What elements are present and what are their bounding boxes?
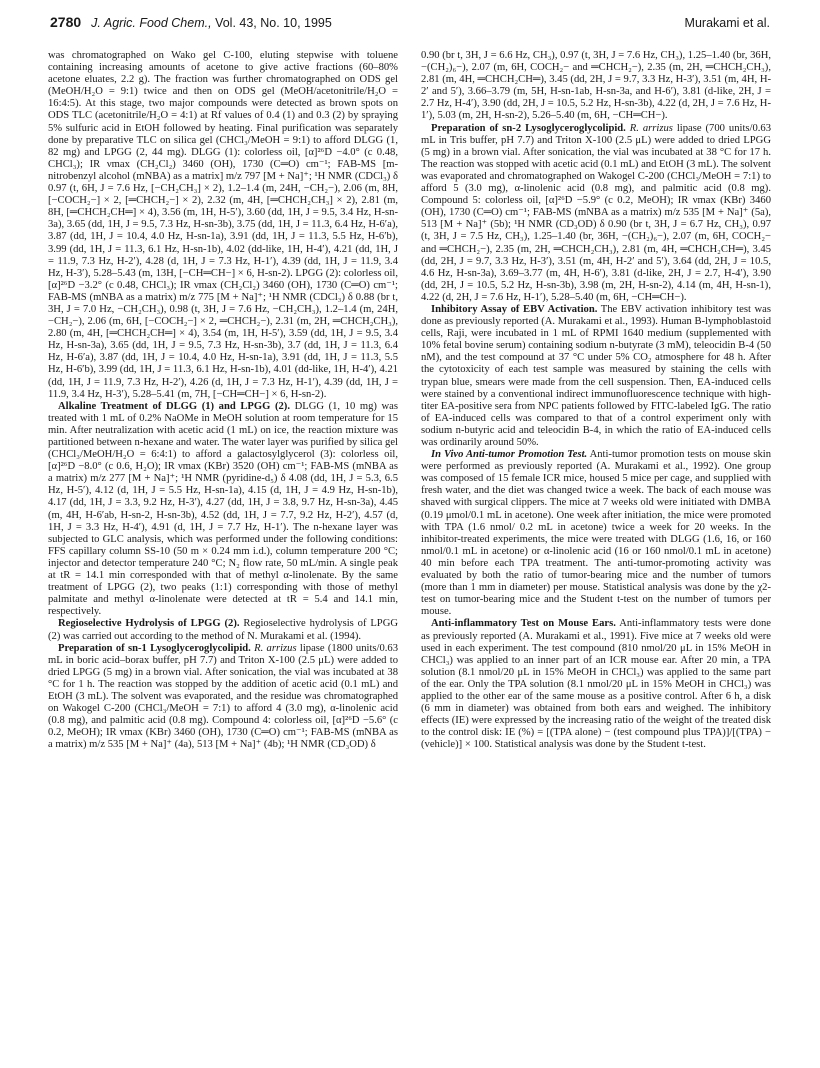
paragraph-alkaline-treatment (48, 401, 398, 619)
section-heading: Anti-inflammatory Test on Mouse Ears. (431, 618, 616, 630)
volume-info: Vol. 43, No. 10, 1995 (215, 16, 332, 30)
paragraph-text: Regioselective hydrolysis of LPGG (2) was carried out according to the method of N. Murakami et al. (1994). (48, 618, 399, 642)
section-heading: Alkaline Treatment of DLGG (1) and LPGG (2). (58, 400, 290, 412)
paragraph-text: lipase (1800 units/0.63 mL in boric acid–borax buffer, pH 7.7) and Triton X-100 (2.5 μL) were added to dried LPGG (5 mg) in a brown vial. After sonication, the vial was incubated at 38 °C for 1 h. The reaction was stopped by the addition of acetic acid (0.1 mL) and EtOH (3 mL). The solvent was evaporated, and the residue was chromatographed on Wakogel C-200 (CHCl₃/MeOH = 7:1) to afford 4 (3.0 mg), α-linolenic acid (0.8 mg), and palmitic acid (0.8 mg). Compound 4: colorless oil, [α]²⁶D −5.6° (c 0.2, MeOH); IR νmax (KBr) 3460 (OH), 1730 (C═O) cm⁻¹; FAB-MS (mNBA as a matrix) m/z 535 [M + Na]⁺ (4a), 513 [M + Na]⁺ (4b); ¹H NMR (CD₃OD) δ (48, 642, 398, 751)
paragraph-sn1-preparation (48, 643, 398, 752)
journal-citation (91, 16, 332, 30)
paragraph-text: The EBV activation inhibitory test was done as previously reported (A. Murakami et al., 1993). Human B-lymphoblastoid cells, Raji, were incubated in 1 mL of RPMI 1640 medium (supplemented with 10% fetal bovine serum) containing sodium n-butyrate (3 mM), teleocidin B-4 (50 nM), and the test compound at 37 °C under 5% CO₂ atmosphere for 48 h. After the cytotoxicity of each test sample was measured by staining the cells with trypan blue, smears were made from the cell suspension. Then, EA-induced cells were stained by a conventional indirect immunofluorescence technique with high-titer EA-positive sera from NPC patients followed by FITC-labeled IgG. The ratio of EA-induced cells was compared to that of a control experiment only with sodium n-butyric acid and teleocidin B-4, in which the ratio of EA-induced cells was ordinarily around 50%. (421, 303, 771, 448)
paragraph-sn2-preparation (421, 123, 771, 304)
header-author: Murakami et al. (684, 16, 770, 30)
paragraph-isolation: was chromatographed on Wako gel C-100, eluting stepwise with toluene containing increasing amounts of acetone to give active fractions (60–80% acetone eluates, 2.2 g). The fraction was further chromatographed on ODS gel (MeOH/H₂O = 9:1) twice and then on ODS gel (MeOH/acetonitrile/H₂O = 16:4:5). At this stage, two major compounds were detected as brown spots on ODS TLC (acetonitrile/H₂O = 4:1) at Rf values of 0.4 (1) and 0.3 (2) by spraying 5% sulfuric acid in EtOH followed by heating. Final purification was separately done by preparative TLC on silica gel (CHCl₃/MeOH = 9:1) to afford DLGG (1, 82 mg) and LPGG (2, 44 mg). DLGG (1): colorless oil, [α]²⁶D −4.0° (c 0.48, CHCl₃); IR νmax (CH₂Cl₂) 3460 (OH), 1730 (C═O) cm⁻¹; FAB-MS [m-nitrobenzyl alcohol (mNBA) as a matrix] m/z 797 [M + Na]⁺; ¹H NMR (CDCl₃) δ 0.97 (t, 6H, J = 7.6 Hz, [−CH₂CH₃] × 2), 1.2–1.4 (m, 24H, −CH₂−), 2.06 (m, 8H, [−COCH₂−] × 2, [═CHCH₂−] × 2), 2.32 (m, 4H, [═CHCH₂CH₃] × 2), 2.81 (m, 8H, [═CHCH₂CH═] × 4), 3.56 (m, 1H, H-5′), 3.60 (dd, 1H, J = 9.5, 3.4 Hz, H-sn-3a), 3.65 (dd, 1H, J = 9.5, 7.3 Hz, H-sn-3b), 3.75 (dd, 1H, J = 11.3, 6.4 Hz, H-6′a), 3.87 (dd, 1H, J = 10.4, 4.0 Hz, H-sn-1a), 3.91 (dd, 1H, J = 11.3, 5.5 Hz, H-6′b), 3.99 (dd, 1H, J = 11.3, 6.1 Hz, H-sn-1b), 4.02 (dd-like, 1H, H-4′), 4.21 (dd, 1H, J = 11.9, 7.3 Hz, H-2′), 4.28 (d, 1H, J = 7.3 Hz, H-1′), 4.39 (dd, 1H, J = 11.9, 3.4 Hz, H-3′), 5.28–5.43 (m, 13H, [−CH═CH−] × 6, H-sn-2). LPGG (2): colorless oil, [α]²⁶D −3.2° (c 0.48, CHCl₃); IR νmax (CH₂Cl₂) 3460 (OH), 1730 (C═O) cm⁻¹; FAB-MS (mNBA as a matrix) m/z 775 [M + Na]⁺; ¹H NMR (CDCl₃) δ 0.88 (br t, 3H, J = 7.0 Hz, −CH₂CH₃), 0.98 (t, 3H, J = 7.6 Hz, −CH₂CH₃), 1.2–1.4 (m, 24H, −CH₂−), 2.06 (m, 6H, [−COCH₂−] × 2, ═CHCH₂−), 2.31 (m, 2H, ═CHCH₂CH₃), 2.80 (m, 4H, [═CHCH₂CH═] × 4), 3.54 (m, 1H, H-5′), 3.59 (dd, 1H, J = 9.5, 3.4 Hz, H-sn-3a), 3.65 (dd, 1H, J = 9.5, 7.3 Hz, H-sn-3b), 3.7 (dd, 1H, J = 11.3, 6.4 Hz, H-6′a), 3.87 (dd, 1H, J = 10.4, 4.0 Hz, H-sn-1a), 3.91 (dd, 1H, J = 11.3, 5.5 Hz, H-6′b), 3.99 (dd, 1H, J = 11.3, 6.1 Hz, H-sn-1b), 4.01 (dd-like, 1H, H-4′), 4.21 (dd, 1H, J = 11.9, 7.3 Hz, H-2′), 4.26 (d, 1H, J = 7.3 Hz, H-1′), 4.39 (dd, 1H, J = 11.9, 3.4 Hz, H-3′), 5.28–5.41 (m, 7H, [−CH═CH−] × 6, H-sn-2). (48, 50, 398, 400)
paragraph-text: Anti-tumor promotion tests on mouse skin were performed as previously reported (A. Murakami et al., 1992). One group was composed of 15 female ICR mice, housed 5 mice per cage, and supplied with fresh water, and the diet was changed twice a week. The back of each mouse was shaved with surgical clippers. The mice at 7 weeks old were initiated with DMBA (0.19 μmol/0.1 mL in acetone). One week after initiation, the mice were promoted with TPA (1.6 nmol/ 0.2 mL in acetone) twice a week for 20 weeks. In the inhibitor-treated experiments, the mice were treated with DLGG (1.6, 16, or 160 nmol/0.1 mL in acetone) or α-linolenic acid (16 or 160 nmol/0.1 mL in acetone) 40 min before each TPA treatment. The anti-tumor-promoting activity was evaluated by both the ratio of tumor-bearing mice and the number of tumors (more than 1 mm in diameter) per mouse. Statistical analysis was done by the χ2-test on tumor-bearing mice and the Student t-test on the number of tumors per mouse. (421, 449, 771, 618)
page-number: 2780 (50, 14, 82, 30)
section-heading: Inhibitory Assay of EBV Activation. (431, 303, 598, 315)
right-column (421, 50, 771, 751)
paragraph-ebv-assay (421, 304, 771, 449)
paragraph-nmr-continued: 0.90 (br t, 3H, J = 6.6 Hz, CH₃), 0.97 (t, 3H, J = 7.6 Hz, CH₃), 1.25–1.40 (br, 36H, −(CH₂)₆−), 2.07 (m, 6H, COCH₂− and ═CHCH₂−), 2.35 (m, 2H, ═CHCH₂CH₃), 2.81 (m, 4H, ═CHCH₂CH═), 3.45 (dd, 2H, J = 9.7, 3.3 Hz, H-3′), 3.51 (m, 4H, H-2′ and 5′), 3.66–3.79 (m, 5H, H-sn-1ab, H-sn-3a, and H-6′), 3.81 (d-like, 2H, J = 2.7 Hz, H-4′), 3.90 (dd, 2H, J = 10.5, 5.2 Hz, H-sn-3b), 4.22 (d, 2H, J = 7.6 Hz, H-1′), 5.03 (m, 2H, H-sn-2), 5.26–5.40 (m, 6H, −CH═CH−). (421, 50, 771, 122)
section-heading: Regioselective Hydrolysis of LPGG (2). (58, 618, 240, 630)
header-left (50, 14, 332, 30)
paragraph-antitumor-test (421, 449, 771, 618)
organism-name: R. arrizus (625, 122, 673, 134)
left-column (48, 50, 398, 751)
section-heading: In Vivo Anti-tumor Promotion Test. (431, 449, 588, 461)
journal-name: J. Agric. Food Chem., (91, 16, 212, 30)
section-heading: Preparation of sn-2 Lysoglyceroglycolipid. (431, 122, 626, 134)
paragraph-regioselective-hydrolysis (48, 618, 398, 642)
paragraph-text: lipase (700 units/0.63 mL in Tris buffer, pH 7.7) and Triton X-100 (2.5 μL) were added to dried LPGG (5 mg) in a brown vial. After sonication, the vial was incubated at 38 °C for 17 h. The reaction was stopped with acetic acid (0.1 mL) and EtOH (3 mL). The solvent was evaporated and chromatographed on Wakogel C-200 (CHCl₃/MeOH = 7:1) to afford 5 (3.0 mg), α-linolenic acid (0.8 mg), and palmitic acid (0.8 mg). Compound 5: colorless oil, [α]²⁶D −5.9° (c 0.2, MeOH); IR νmax (KBr) 3460 (OH), 1730 (C═O) cm⁻¹; FAB-MS (mNBA as a matrix) m/z 535 [M + Na]⁺ (5a), 513 [M + Na]⁺ (5b); ¹H NMR (CD₃OD) δ 0.90 (br t, 3H, J = 6.7 Hz, CH₃), 0.97 (t, 3H, J = 7.5 Hz, CH₃), 1.25–1.40 (br, 36H, −(CH₂)₆−), 2.07 (m, 6H, COCH₂− and ═CHCH₂−), 2.35 (m, 2H, ═CHCH₂CH₃), 2.81 (m, 4H, ═CHCH₂CH═), 3.45 (dd, 2H, J = 9.7, 3.3 Hz, H-3′), 3.51 (m, 4H, H-2′ and 5′), 3.64 (dd, 2H, J = 10.5, 4.6 Hz, H-sn-3a), 3.69–3.77 (m, 4H, H-6′), 3.81 (d-like, 2H, J = 2.7, H-4′), 3.90 (dd, 2H, J = 10.5, 5.2 Hz, H-sn-3b), 3.98 (m, 2H, H-sn-2), 4.14 (m, 4H, H-sn-1), 4.22 (d, 2H, J = 7.6 Hz, H-1′), 5.28–5.40 (m, 6H, −CH═CH−). (421, 122, 771, 303)
section-heading: Preparation of sn-1 Lysoglyceroglycolipid. (58, 642, 251, 654)
organism-name: R. arrizus (250, 642, 297, 654)
running-header (50, 14, 770, 38)
paragraph-antiinflammatory-test (421, 618, 771, 751)
paragraph-text: DLGG (1, 10 mg) was treated with 1 mL of 0.2% NaOMe in MeOH solution at room temperature for 15 min. After neutralization with acetic acid (1 mL) on ice, the reaction mixture was partitioned between n-hexane and water. The water layer was purified by silica gel (CHCl₃/MeOH/H₂O = 6:4:1) to afford a galactosylglycerol (3): colorless oil, [α]²⁶D −8.0° (c 0.6, H₂O); IR νmax (KBr) 3520 (OH) cm⁻¹; FAB-MS (mNBA as a matrix) m/z 277 [M + Na]⁺; ¹H NMR (pyridine-d₅) δ 4.08 (dd, 1H, J = 5.3, 6.5 Hz, H-5′), 4.12 (d, 1H, J = 5.5 Hz, H-sn-1a), 4.15 (d, 1H, J = 4.9 Hz, H-sn-1b), 4.17 (dd, 1H, J = 3.3, 9.2 Hz, H-3′), 4.27 (dd, 1H, J = 3.8, 9.7 Hz, H-sn-3a), 4.45 (m, 4H, H-6′ab, H-sn-2, H-sn-3b), 4.52 (dd, 1H, J = 7.7, 9.2 Hz, H-2′), 4.57 (d, 1H, J = 3.3 Hz, H-4′), 4.91 (d, 1H, J = 7.7 Hz, H-1′). The n-hexane layer was subjected to GLC analysis, which was performed under the following conditions: FFS capillary column SS-10 (50 m × 0.24 mm i.d.), column temperature 200 °C; injector and detector temperature 240 °C; N₂ flow rate, 50 mL/min. A single peak at tR = 14.1 min corresponded with that of methyl α-linolenate. By the same treatment of LPGG (2), two peaks (1:1) corresponding with those of methyl palmitate and methyl α-linolenate were detected at tR = 5.4 and 14.1 min, respectively. (48, 400, 398, 618)
paragraph-text: Anti-inflammatory tests were done as previously reported (A. Murakami et al., 1991). Five mice at 7 weeks old were used in each experiment. The test compound (810 nmol/20 μL in 15% MeOH in CHCl₃) was applied to an inner part of an ICR mouse ear. After 20 min, a TPA solution (8.1 nmol/20 μL in 15% MeOH in CHCl₃) was applied to the same part of the ear. Only the TPA solution (8.1 nmol/20 μL in 15% MeOH in CHCl₃) was applied to the other ear of the same mouse as a positive control. After 6 h, a disk (6 mm in diameter) was obtained from both ears and weighed. The inhibitory effects (IE) were expressed by the increasing ratio of the weight of the treated disk to the control disk: IE (%) = [(TPA alone) − (test compound plus TPA)]/[(TPA) − (vehicle)] × 100. Statistical analysis was done by the Student t-test. (421, 618, 771, 751)
